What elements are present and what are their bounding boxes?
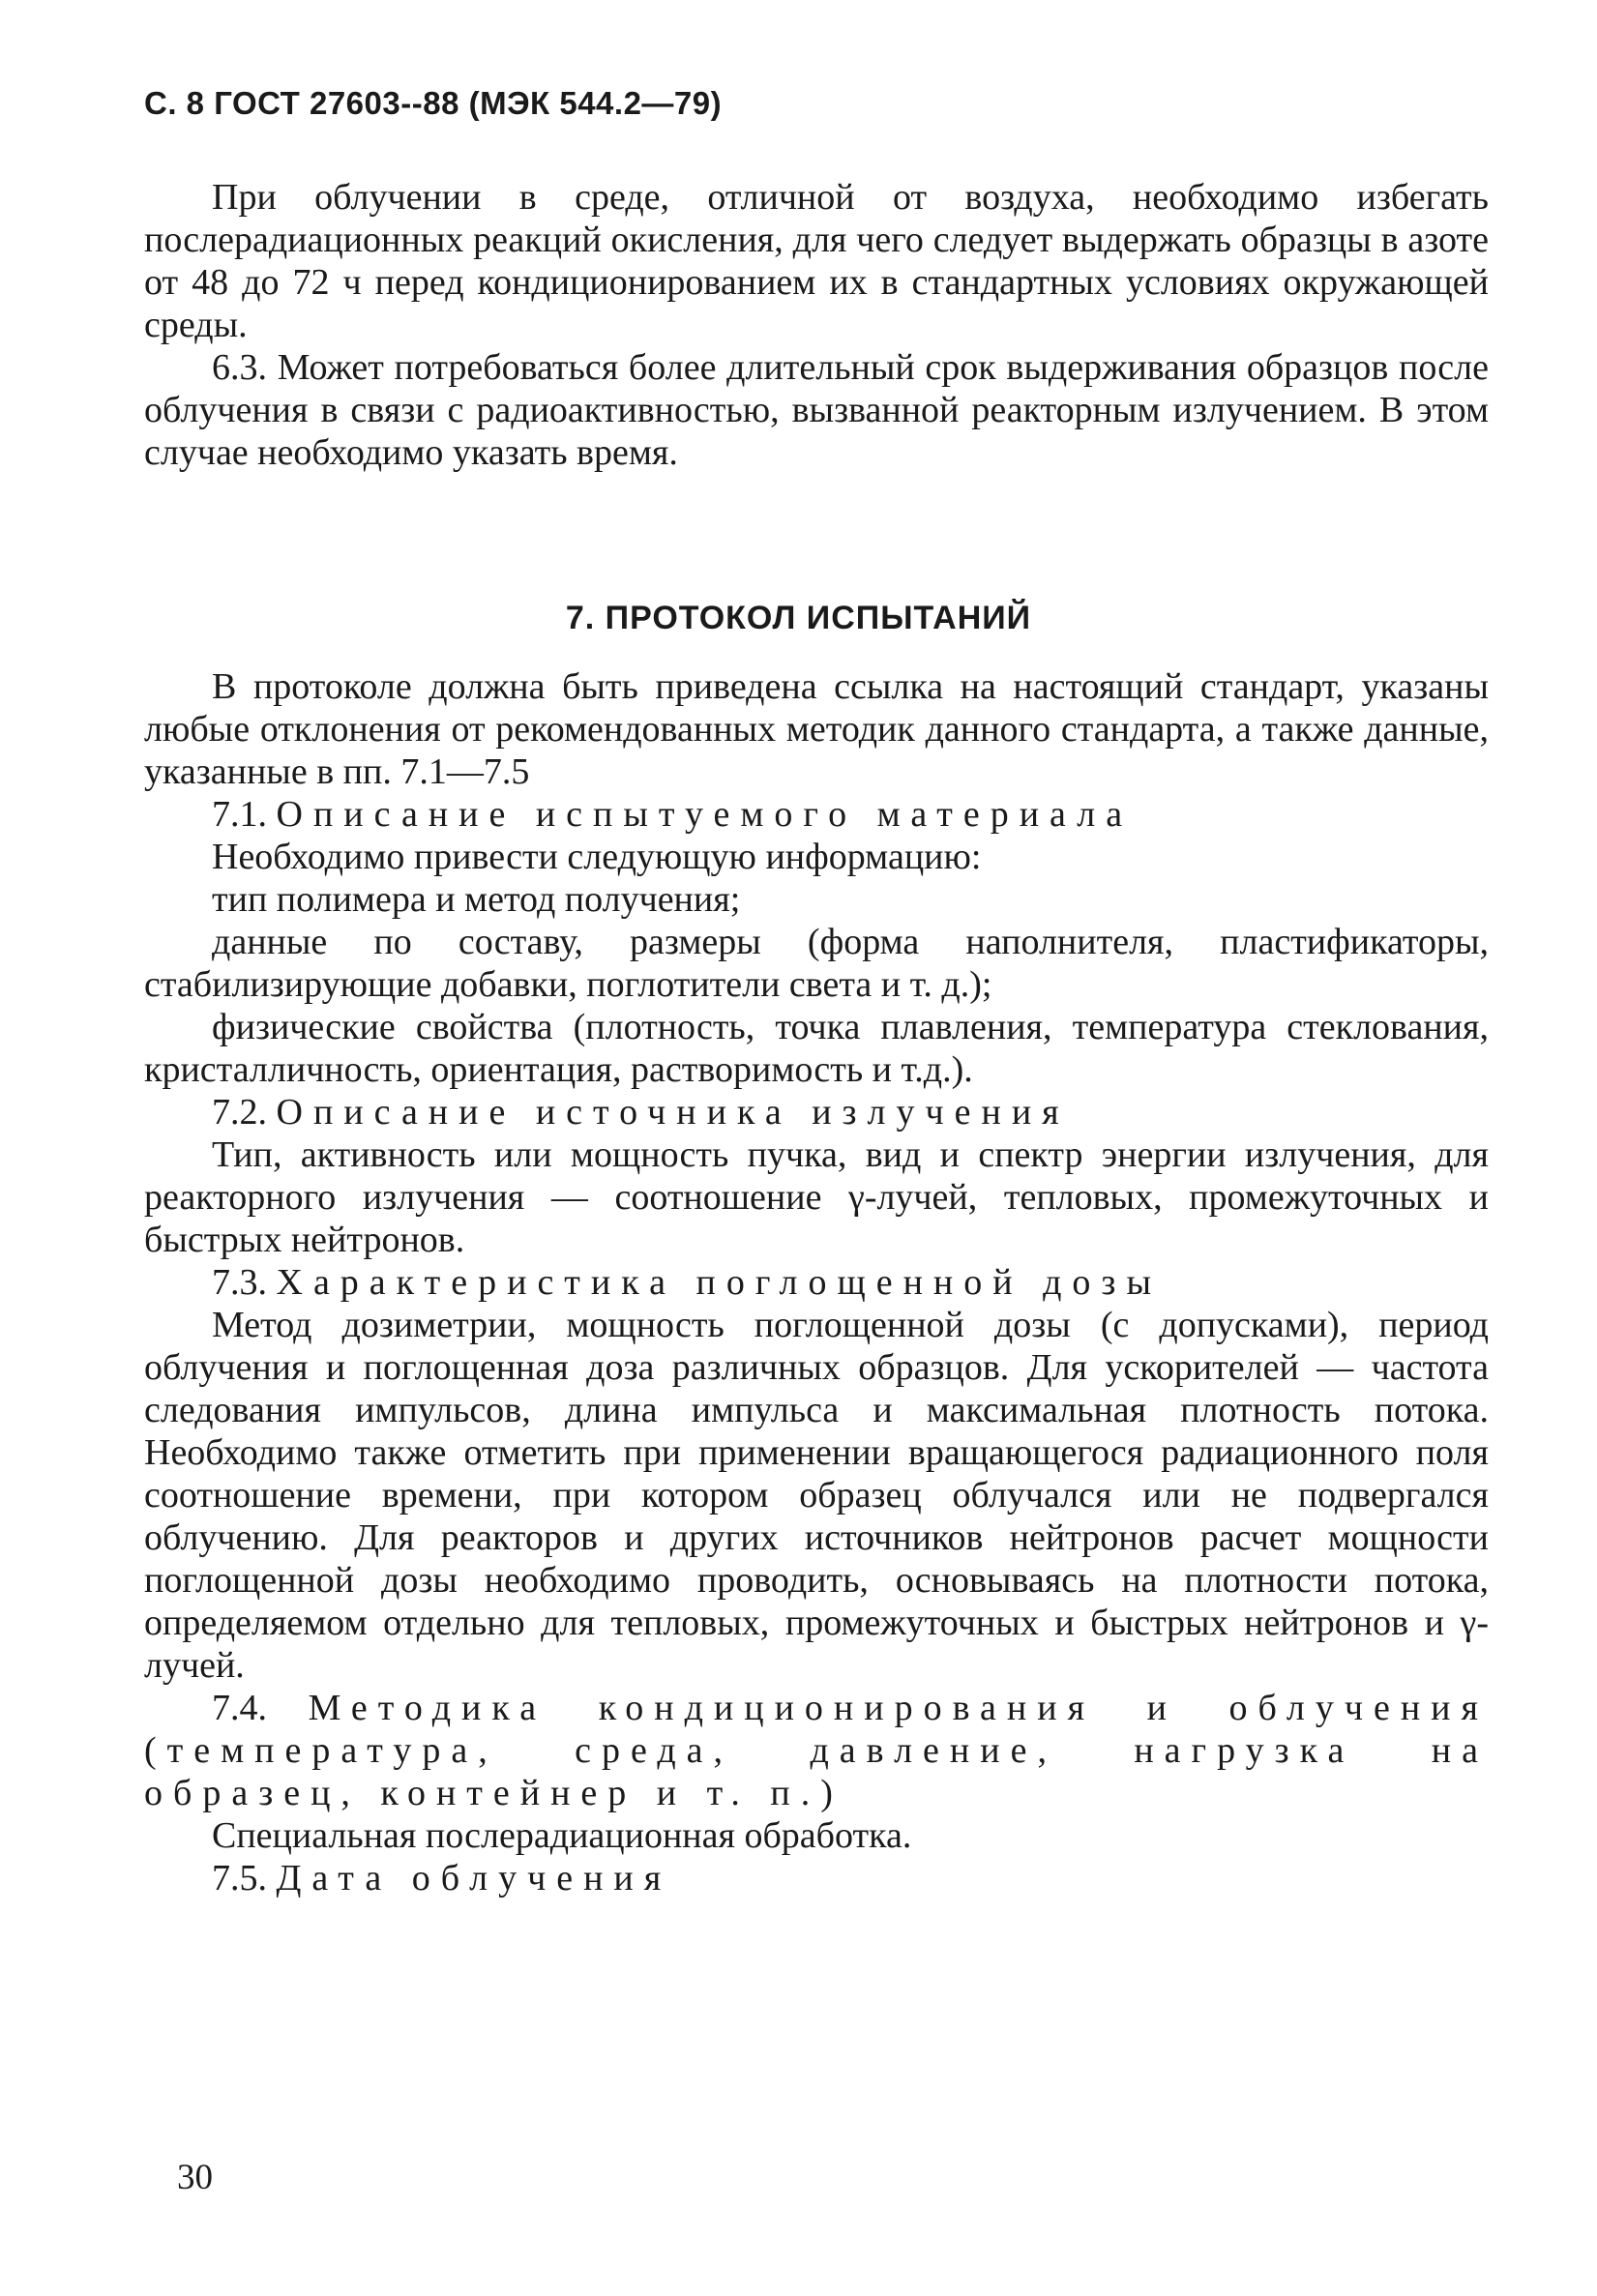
section-7-body [144, 665, 1489, 1899]
clause-7-3-title: Характеристика поглощенной дозы [276, 1262, 1162, 1303]
clause-7-1-line-1: Необходимо привести следующую информацию: [212, 837, 982, 877]
clause-7-1-line-2: тип полимера и метод получения; [212, 879, 741, 920]
clause-7-3-number: 7.3. [212, 1262, 267, 1303]
clause-7-2-number: 7.2. [212, 1092, 267, 1133]
clause-7-1-number: 7.1. [212, 794, 267, 835]
clause-7-5-number: 7.5. [212, 1858, 267, 1899]
clause-7-4-number: 7.4. [212, 1688, 267, 1728]
section-7-heading: 7. ПРОТОКОЛ ИСПЫТАНИЙ [565, 600, 1032, 636]
page-header: С. 8 ГОСТ 27603--88 (МЭК 544.2—79) [144, 85, 723, 121]
intro-paragraph-2 [144, 346, 1489, 474]
section-7-intro: В протоколе должна быть приведена ссылка на настоящий стандарт, указаны любые отклонения от рекомендованных методик данного стандарта, а также данные, указанные в пп. 7.1—7.5 [144, 666, 1489, 792]
clause-7-4-heading [144, 1687, 1489, 1814]
clause-7-4-title: Методика кондиционирования и облучения (температура, среда, давление, нагрузка на образец, контейнер и т. п.) [144, 1688, 1489, 1813]
clause-7-5-title: Дата облучения [276, 1858, 672, 1899]
clause-7-2-title: Описание источника излучения [276, 1092, 1070, 1133]
clause-7-1-title: Описание испытуемого материала [276, 794, 1134, 835]
intro-block [144, 176, 1489, 474]
clause-7-1-line-3: данные по составу, размеры (форма наполнителя, пластификаторы, стабилизирующие добавки, поглотители света и т. д.); [144, 922, 1489, 1005]
clause-7-3-heading [144, 1261, 1489, 1304]
clause-7-1-line-4: физические свойства (плотность, точка плавления, температура стеклования, кристалличность, ориентация, растворимость и т.д.). [144, 1007, 1489, 1090]
clause-7-3-text: Метод дозиметрии, мощность поглощенной дозы (с допусками), период облучения и поглощенная доза различных образцов. Для ускорителей — частота следования импульсов, длина импульса и максимальная плотность потока. Необходимо также отметить при применении вращающегося радиационного поля соотношение времени, при котором образец облучался или не подвергался облучению. Для реакторов и других источников нейтронов расчет мощности поглощенной дозы необходимо проводить, основываясь на плотности потока, определяемом отдельно для тепловых, промежуточных и быстрых нейтронов и γ-лучей. [144, 1305, 1489, 1686]
clause-7-2-heading [144, 1091, 1489, 1133]
intro-paragraph-1: При облучении в среде, отличной от воздуха, необходимо избегать послерадиационных реакций окисления, для чего следует выдержать образцы в азоте от 48 до 72 ч перед кондиционированием их в стандартных условиях окружающей среды. [144, 177, 1489, 345]
page-number: 30 [177, 2158, 213, 2197]
clause-7-2-text: Тип, активность или мощность пучка, вид и спектр энергии излучения, для реакторного излучения — соотношение γ-лучей, тепловых, промежуточных и быстрых нейтронов. [144, 1134, 1489, 1260]
clause-7-4-text: Специальная послерадиационная обработка. [212, 1815, 912, 1856]
clause-7-1-heading [144, 793, 1489, 836]
clause-7-5-heading [144, 1857, 1489, 1899]
clause-6-3-number: 6.3. [212, 347, 267, 388]
clause-6-3-text: Может потребоваться более длительный срок выдерживания образцов после облучения в связи с радиоактивностью, вызванной реакторным излучением. В этом случае необходимо указать время. [144, 347, 1489, 473]
